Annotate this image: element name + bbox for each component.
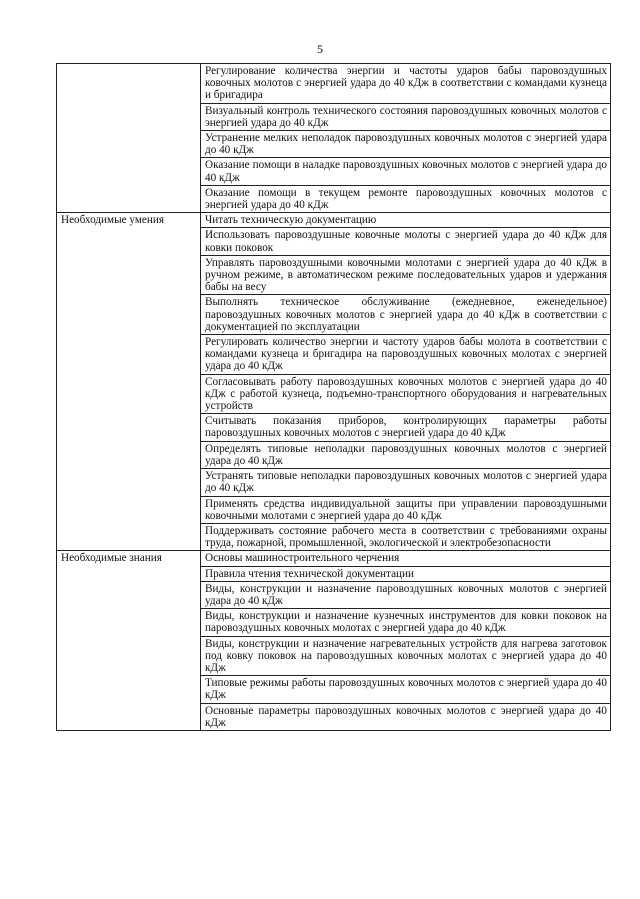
- requirement-item: Устранение мелких неполадок паровоздушных ковочных молотов с энергией удара до 40 кДж: [201, 131, 611, 158]
- requirements-table-body: [57, 64, 611, 731]
- requirement-item: Управлять паровоздушными ковочными молотами с энергией удара до 40 кДж в ручном режиме, в автоматическом режиме последовательных ударов и удержания бабы на весу: [201, 255, 611, 295]
- requirement-item: Правила чтения технической документации: [201, 566, 611, 581]
- table-row: [57, 551, 611, 566]
- requirement-item: Типовые режимы работы паровоздушных ковочных молотов с энергией удара до 40 кДж: [201, 676, 611, 703]
- requirement-item: Регулировать количество энергии и частоту ударов бабы молота в соответствии с командами кузнеца и бригадира на паровоздушных ковочных молотах с энергией удара до 40 кДж: [201, 335, 611, 375]
- page-number: 5: [317, 42, 323, 56]
- requirement-item: Виды, конструкции и назначение паровоздушных ковочных молотов с энергией удара до 40 кДж: [201, 581, 611, 608]
- requirement-item: Выполнять техническое обслуживание (ежедневное, еженедельное) паровоздушных ковочных молотов с энергией удара до 40 кДж в соответствии с документацией по эксплуатации: [201, 295, 611, 335]
- requirements-table: [56, 63, 611, 731]
- requirement-item: Основные параметры паровоздушных ковочных молотов с энергией удара до 40 кДж: [201, 703, 611, 730]
- requirement-item: Использовать паровоздушные ковочные молоты с энергией удара до 40 кДж для ковки поковок: [201, 228, 611, 255]
- requirement-item: Регулирование количества энергии и частоты ударов бабы паровоздушных ковочных молотов с энергией удара до 40 кДж в соответствии с командами кузнеца и бригадира: [201, 64, 611, 104]
- requirement-item: Применять средства индивидуальной защиты при управлении паровоздушными ковочными молотами с энергией удара до 40 кДж: [201, 496, 611, 523]
- requirement-item: Читать техническую документацию: [201, 213, 611, 228]
- section-label: Необходимые знания: [57, 551, 201, 731]
- section-label-empty: [57, 64, 201, 213]
- table-row: [57, 64, 611, 104]
- requirement-item: Виды, конструкции и назначение нагревательных устройств для нагрева заготовок под ковку поковок на паровоздушных ковочных молотах с энергией удара до 40 кДж: [201, 636, 611, 676]
- requirement-item: Оказание помощи в текущем ремонте паровоздушных ковочных молотов с энергией удара до 40 кДж: [201, 185, 611, 212]
- requirement-item: Визуальный контроль технического состояния паровоздушных ковочных молотов с энергией удара до 40 кДж: [201, 103, 611, 130]
- requirement-item: Виды, конструкции и назначение кузнечных инструментов для ковки поковок на паровоздушных ковочных молотах с энергией удара до 40 кДж: [201, 609, 611, 636]
- requirement-item: Устранять типовые неполадки паровоздушных ковочных молотов с энергией удара до 40 кДж: [201, 469, 611, 496]
- requirement-item: Считывать показания приборов, контролирующих параметры работы паровоздушных ковочных молотов с энергией удара до 40 кДж: [201, 414, 611, 441]
- requirement-item: Согласовывать работу паровоздушных ковочных молотов с энергией удара до 40 кДж с работой кузнеца, подъемно-транспортного оборудования и нагревательных устройств: [201, 374, 611, 414]
- requirement-item: Основы машиностроительного черчения: [201, 551, 611, 566]
- section-label: Необходимые умения: [57, 213, 201, 551]
- requirement-item: Оказание помощи в наладке паровоздушных ковочных молотов с энергией удара до 40 кДж: [201, 158, 611, 185]
- table-row: [57, 213, 611, 228]
- requirement-item: Определять типовые неполадки паровоздушных ковочных молотов с энергией удара до 40 кДж: [201, 441, 611, 468]
- requirement-item: Поддерживать состояние рабочего места в соответствии с требованиями охраны труда, пожарной, промышленной, экологической и электробезопасности: [201, 523, 611, 550]
